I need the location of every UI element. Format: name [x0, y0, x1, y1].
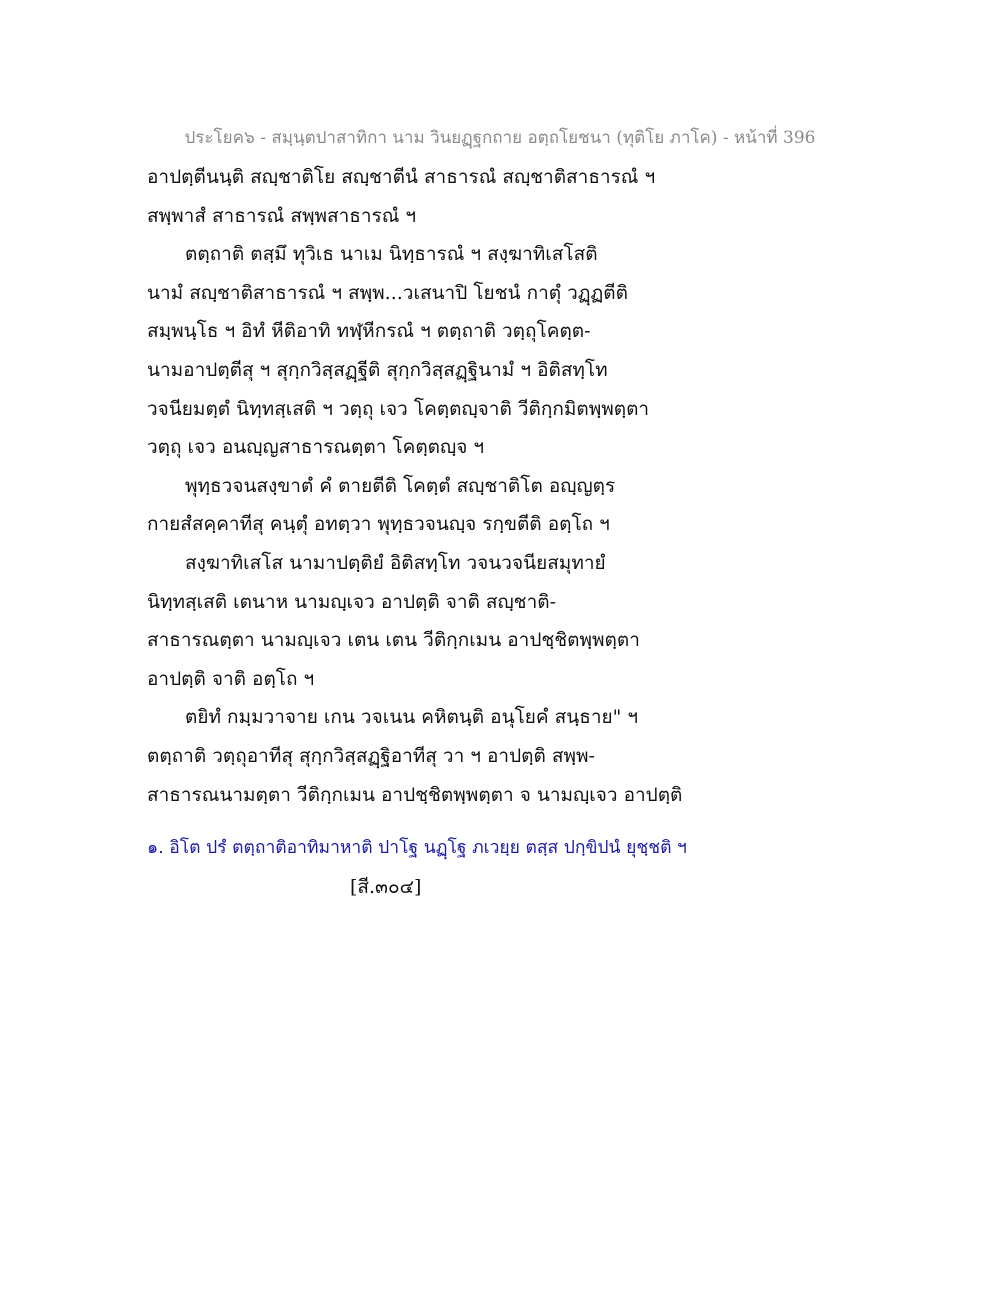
footnote: ๑. อิโต ปรํ ตตฺถาติอาทิมาหาติ ปาโฐ นฏฺโฐ ภเวยฺย ตสฺส ปกฺขิปนํ ยุชฺชติ ฯ: [147, 838, 687, 858]
page-reference-code: [สี.๓๐๔]: [350, 876, 422, 898]
text-line: สพฺพาสํ สาธารณํ สพฺพสาธารณํ ฯ: [147, 204, 417, 227]
text-line: กายสํสคฺคาทีสุ คนฺตุํ อทตฺวา พุทฺธวจนญฺจ รกฺขตีติ อตฺโถ ฯ: [147, 513, 610, 536]
text-line: ตตฺถาติ วตฺถุอาทีสุ สุกฺกวิสฺสฏฺฐิอาทีสุ วา ฯ อาปตฺติ สพฺพ-: [147, 744, 595, 767]
text-line: นามํ สญฺชาติสาธารณํ ฯ สพฺพ...วเสนาปิ โยชนํ กาตุํ วฏฺฏตีติ: [147, 281, 628, 304]
paragraph-start-line: สงฺฆาทิเสโส นามาปตฺติยํ อิติสทฺโท วจนวจนียสมุทายํ: [185, 551, 606, 574]
text-line: วตฺถุ เจว อนญฺญสาธารณตฺตา โคตฺตญฺจ ฯ: [147, 436, 485, 459]
running-header: ประโยค๖ - สมฺนฺตปาสาทิกา นาม วินยฏฺฐกถาย อตฺถโยชนา (ทุติโย ภาโค) - หน้าที่ 396: [184, 128, 816, 148]
text-line: อาปตฺติ จาติ อตฺโถ ฯ: [147, 667, 315, 690]
text-line: สมฺพนฺโธ ฯ อิทํ หีติอาทิ ทฬฺหีกรณํ ฯ ตตฺถาติ วตฺถุโคตฺต-: [147, 320, 591, 343]
body-text: [147, 158, 867, 814]
text-line: สาธารณตฺตา นามญฺเจว เตน เตน วีติกฺกเมน อาปชฺชิตพฺพตฺตา: [147, 629, 640, 652]
paragraph-start-line: พุทฺธวจนสงฺขาตํ คํ ตายตีติ โคตฺตํ สญฺชาติโต อญฺญตฺร: [185, 474, 616, 497]
text-line: อาปตฺตีนนฺติ สญฺชาติโย สญฺชาตีนํ สาธารณํ สญฺชาติสาธารณํ ฯ: [147, 166, 656, 188]
text-line: นิทฺทสฺเสติ เตนาห นามญฺเจว อาปตฺติ จาติ สญฺชาติ-: [147, 590, 557, 613]
text-line: สาธารณนามตฺตา วีติกฺกเมน อาปชฺชิตพฺพตฺตา จ นามญฺเจว อาปตฺติ: [147, 783, 683, 806]
text-line: นามอาปตฺตีสุ ฯ สุกฺกวิสฺสฏฺฐีติ สุกฺกวิสฺสฏฺฐินามํ ฯ อิติสทฺโท: [147, 358, 608, 381]
paragraph-start-line: ตตฺถาติ ตสฺมึ ทุวิเธ นาเม นิทฺธารณํ ฯ สงฺฆาทิเสโสติ: [185, 243, 598, 266]
paragraph-start-line: ตยิทํ กมฺมวาจาย เกน วจเนน คหิตนฺติ อนุโยคํ สนฺธาย" ฯ: [185, 706, 639, 729]
text-line: วจนียมตฺตํ นิทฺทสฺเสติ ฯ วตฺถุ เจว โคตฺตญฺจาติ วีติกฺกมิตพฺพตฺตา: [147, 397, 650, 420]
